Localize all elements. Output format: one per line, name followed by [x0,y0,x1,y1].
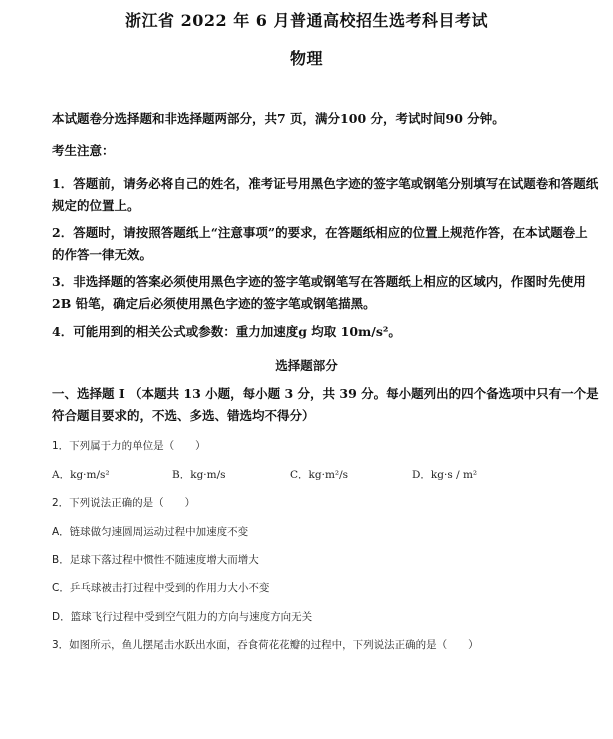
notice-item-4: 4．可能用到的相关公式或参数：重力加速度g 均取 10m/s²。 [52,324,401,339]
question-3-stem: 3．如图所示，鱼儿摆尾击水跃出水面，吞食荷花花瓣的过程中，下列说法正确的是（ ） [52,639,479,651]
question-2-option-a: A．链球做匀速圆周运动过程中加速度不变 [52,526,249,538]
question-2-option-b: B．足球下落过程中惯性不随速度增大而增大 [52,554,259,566]
question-1-option-c: C．kg·m²/s [290,469,349,481]
question-2-option-d: D．篮球飞行过程中受到空气阻力的方向与速度方向无关 [52,611,313,623]
section-title: 选择题部分 [275,358,338,373]
notice-item-3: 3．非选择题的答案必须使用黑色字迹的签字笔或钢笔写在答题纸上相应的区域内，作图时先使用 2B 铅笔，确定后必须使用黑色字迹的签字笔或钢笔描黑。 [52,274,586,311]
question-1-option-a: A．kg·m/s² [52,469,110,481]
question-1-stem: 1．下列属于力的单位是（ ） [52,440,206,452]
notice-item-2: 2．答题时，请按照答题纸上“注意事项”的要求，在答题纸相应的位置上规范作答，在本试题卷上的作答一律无效。 [52,225,588,262]
question-2-option-c: C．乒乓球被击打过程中受到的作用力大小不变 [52,582,270,594]
intro-text: 本试题卷分选择题和非选择题两部分，共7 页，满分100 分，考试时间90 分钟。 [52,111,505,126]
question-1-option-d: D．kg·s / m² [412,469,478,481]
part1-heading: 一、选择题 I （本题共 13 小题，每小题 3 分，共 39 分。每小题列出的四个备选项中只有一个是符合题目要求的，不选、多选、错选均不得分） [52,386,599,423]
question-1-option-b: B．kg·m/s [172,469,226,481]
question-2-stem: 2．下列说法正确的是（ ） [52,497,196,509]
notice-item-1: 1．答题前，请务必将自己的姓名，准考证号用黑色字迹的签字笔或钢笔分别填写在试题卷和答题纸规定的位置上。 [52,176,599,213]
notice-heading: 考生注意： [52,143,115,158]
subject-title: 物理 [289,49,323,68]
exam-title: 浙江省 2022 年 6 月普通高校招生选考科目考试 [125,11,488,30]
